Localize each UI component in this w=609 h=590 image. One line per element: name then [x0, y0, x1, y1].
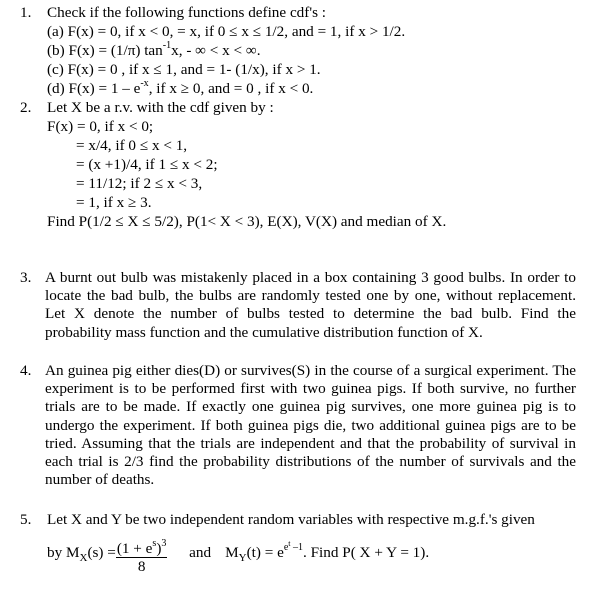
q5-my-sub: Y: [238, 552, 247, 565]
q5-my: M: [225, 543, 239, 561]
q5-denominator: 8: [137, 558, 146, 575]
q1-number: 1.: [20, 4, 32, 21]
q2-line-5: = 1, if x ≥ 3.: [76, 194, 152, 211]
q5-mx-sub: X: [79, 552, 88, 565]
q2-line-3: = (x +1)/4, if 1 ≤ x < 2;: [76, 156, 218, 173]
q2-line-4: = 11/12; if 2 ≤ x < 3,: [76, 175, 203, 192]
q5-and: and: [189, 543, 212, 561]
q5-my-exp-t: t: [288, 538, 291, 548]
q2-stem: Let X be a r.v. with the cdf given by :: [47, 99, 274, 116]
q1-part-b: [47, 39, 261, 60]
q2-number: 2.: [20, 99, 32, 116]
q5-number: 5.: [20, 511, 32, 528]
q1-b-sup: -1: [162, 39, 172, 51]
q5-my-exp-minus: –1: [290, 541, 304, 553]
q1-d-pre: (d) F(x) = 1 – e: [47, 80, 141, 97]
q1-b-pre: (b) F(x) = (1/π) tan: [47, 42, 163, 59]
q5-stem: Let X and Y be two independent random variables with respective m.g.f.'s given: [47, 511, 535, 528]
q3-number: 3.: [20, 269, 32, 286]
q4-number: 4.: [20, 362, 32, 379]
q5-fraction: [116, 537, 168, 575]
q5-num-sup-s: s: [152, 537, 157, 549]
q1-stem: Check if the following functions define cdf's :: [47, 4, 326, 21]
q5-my-exp: [283, 538, 304, 553]
q5-find: . Find P( X + Y = 1).: [303, 543, 430, 561]
q5-num-open: (1 + e: [116, 540, 153, 557]
q5-numerator: [116, 537, 168, 558]
q5-mx-arg: (s) =: [87, 543, 116, 561]
q1-part-c: (c) F(x) = 0 , if x ≤ 1, and = 1- (1/x), if x > 1.: [47, 61, 321, 78]
q3-text: A burnt out bulb was mistakenly placed in a box containing 3 good bulbs. In order to locate the bad bulb, the bulbs are randomly tested one by one, without replacement. Let X denote the number of bulbs tested to determine the bad bulb. Find the probability mass function and the cumulative distribution function of X.: [45, 269, 576, 341]
q1-b-post: x, - ∞ < x < ∞.: [171, 42, 261, 59]
q5-formula: [47, 536, 430, 575]
q5-my-exp-e: e: [283, 541, 289, 553]
q5-num-pow: 3: [161, 537, 167, 549]
q2-line-1: F(x) = 0, if x < 0;: [47, 118, 154, 135]
q1-d-sup: -x: [140, 77, 149, 89]
q1-part-a: (a) F(x) = 0, if x < 0, = x, if 0 ≤ x ≤ 1/2, and = 1, if x > 1/2.: [47, 23, 406, 40]
q5-my-arg: (t) = e: [246, 543, 284, 561]
q1-part-d: [47, 77, 314, 98]
q5-by: by M: [47, 543, 80, 561]
q5-num-close: ): [156, 540, 162, 557]
q2-line-2: = x/4, if 0 ≤ x < 1,: [76, 137, 188, 154]
q2-find: Find P(1/2 ≤ X ≤ 5/2), P(1< X < 3), E(X), V(X) and median of X.: [47, 213, 447, 230]
q4-text: An guinea pig either dies(D) or survives(S) in the course of a surgical experiment. The experiment is to be performed first with two guinea pigs. If both survive, no further trials are to be made. If exactly one guinea pig survives, one more guinea pig is to undergo the experiment. If both guinea pigs die, two additional guinea pigs are to be tried. Assuming that the trials are independent and that the probability of survival in each trial is 2/3 find the probability distributions of the number of survivals and the number of deaths.: [45, 362, 576, 489]
q1-d-post: , if x ≥ 0, and = 0 , if x < 0.: [148, 80, 314, 97]
